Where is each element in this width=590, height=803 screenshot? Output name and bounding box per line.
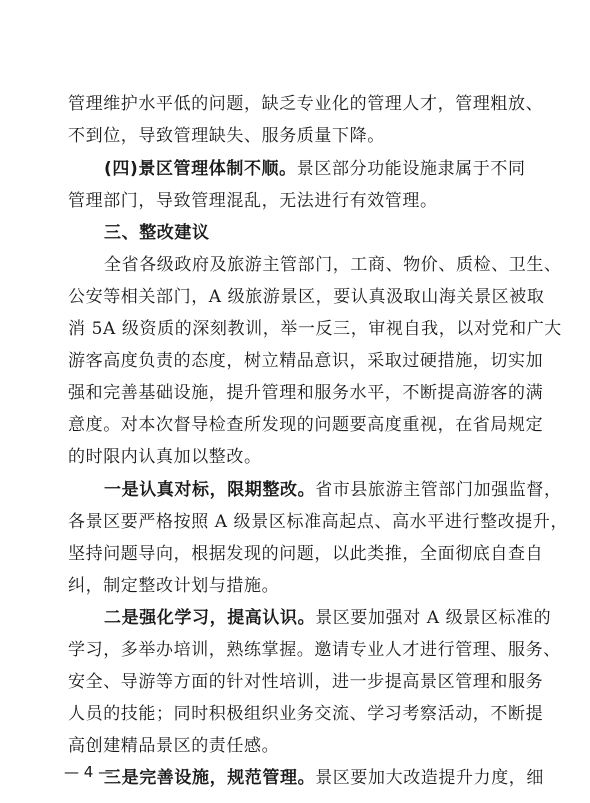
- subsection-heading: (四)景区管理体制不顺。: [104, 159, 297, 179]
- measure-heading: 一是认真对标，限期整改。: [104, 480, 316, 500]
- body-line: 强和完善基础设施，提升管理和服务水平，不断提高游客的满: [68, 383, 544, 403]
- body-line: 各景区要严格按照 A 级景区标准高起点、高水平进行整改提升，: [68, 512, 569, 532]
- body-text: 景区要加大改造提升力度，细: [315, 768, 545, 788]
- subsection-paragraph: [104, 157, 526, 181]
- body-line: 公安等相关部门，A 级旅游景区，要认真汲取山海关景区被取: [68, 287, 545, 307]
- measure-paragraph: [104, 766, 544, 790]
- body-line: 的时限内认真加以整改。: [68, 447, 262, 467]
- body-line: 安全、导游等方面的针对性培训，进一步提高景区管理和服务: [68, 672, 544, 692]
- body-line: 消 5A 级资质的深刻教训，举一反三，审视自我，以对党和广大: [68, 319, 562, 339]
- body-line: 坚持问题导向，根据发现的问题，以此类推，全面彻底自查自: [68, 544, 544, 564]
- body-line: 人员的技能；同时积极组织业务交流、学习考察活动，不断提: [68, 704, 544, 724]
- body-line: 管理部门，导致管理混乱，无法进行有效管理。: [68, 191, 438, 211]
- body-line: 游客高度负责的态度，树立精品意识，采取过硬措施，切实加: [68, 351, 544, 371]
- measure-heading: 三是完善设施，规范管理。: [104, 768, 316, 788]
- measure-heading: 二是强化学习，提高认识。: [104, 608, 316, 628]
- measure-paragraph: [104, 478, 562, 502]
- body-text: 省市县旅游主管部门加强监督，: [315, 480, 562, 500]
- body-text: 景区要加强对 A 级景区标准的: [315, 608, 552, 628]
- body-line: 意度。对本次督导检查所发现的问题要高度重视，在省局规定: [68, 415, 544, 435]
- section-heading: 三、整改建议: [104, 223, 210, 243]
- body-line: 不到位，导致管理缺失、服务质量下降。: [68, 126, 385, 146]
- body-line: 全省各级政府及旅游主管部门，工商、物价、质检、卫生、: [104, 255, 562, 275]
- body-line: 学习，多举办培训，熟练掌握。邀请专业人才进行管理、服务、: [68, 640, 561, 660]
- page-number: — 4 —: [64, 763, 114, 781]
- measure-paragraph: [104, 606, 551, 630]
- body-line: 管理维护水平低的问题，缺乏专业化的管理人才，管理粗放、: [68, 94, 544, 114]
- body-line: 纠，制定整改计划与措施。: [68, 576, 280, 596]
- body-text: 景区部分功能设施隶属于不同: [296, 159, 526, 179]
- body-line: 高创建精品景区的责任感。: [68, 736, 280, 756]
